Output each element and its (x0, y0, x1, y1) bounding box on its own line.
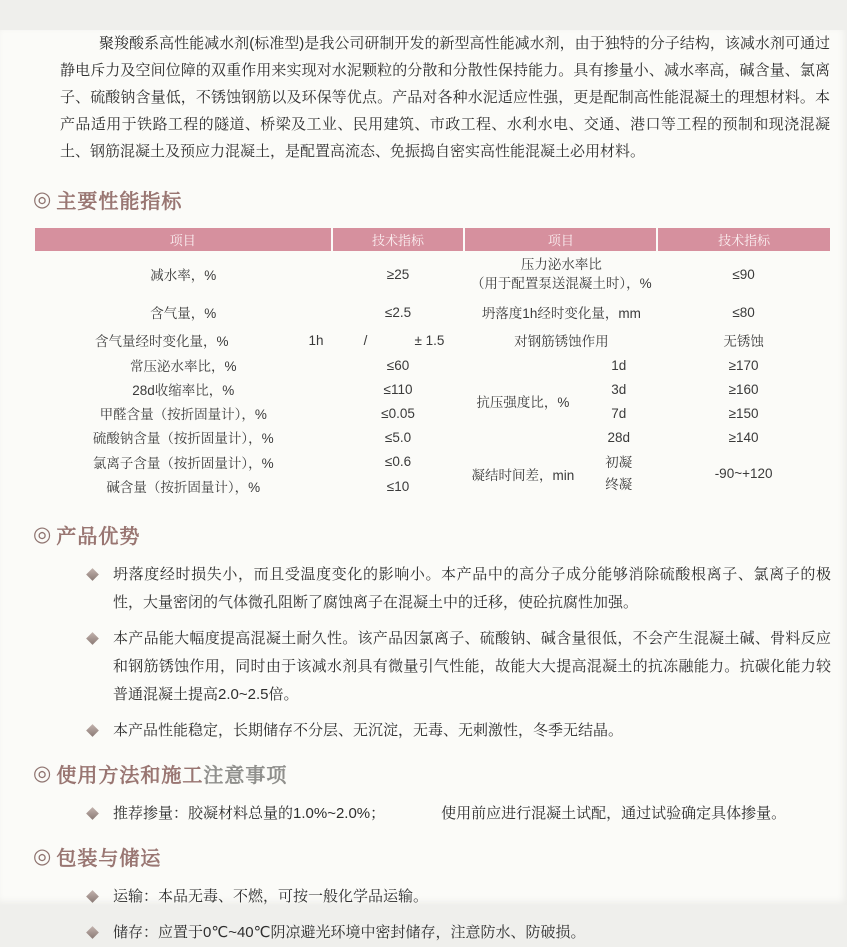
table-row (35, 251, 464, 297)
spec-table-right (465, 228, 830, 498)
section-title-text: 包装与储运 (56, 848, 162, 870)
table-header-row (35, 228, 464, 251)
table-row (35, 327, 464, 353)
spec-label: 抗压强度比，% (476, 395, 570, 410)
list-item (88, 625, 831, 709)
spec-value: ≤10 (386, 478, 410, 494)
table-row (35, 474, 464, 498)
spec-label: 常压泌水率比，% (130, 359, 237, 374)
list-item (88, 800, 831, 828)
header-item: 项目 (35, 228, 332, 251)
spec-value: ≤80 (732, 304, 755, 320)
section-title-usage (33, 759, 847, 788)
bullet-text: 坍落度经时损失小，而且受温度变化的影响小。本产品中的高分子成分能够消除硫酸根离子、氯离子的极性，大量密闭的气体微孔阻断了腐蚀离子在混凝土中的迁移，使砼抗腐性加强。 (113, 566, 831, 611)
section-marker-icon: ◎ (33, 523, 53, 546)
spec-value: ≥150 (728, 405, 759, 421)
table-header-row (465, 228, 830, 251)
diamond-bullet-icon (86, 807, 99, 820)
spec-value: ≤2.5 (384, 304, 412, 320)
spec-label: 碱含量（按折固量计），% (106, 480, 261, 495)
performance-spec-table (35, 228, 830, 498)
spec-value: 无锈蚀 (723, 334, 764, 349)
spec-value-text: ± 1.5 (414, 332, 445, 348)
diamond-bullet-icon (86, 926, 99, 939)
list-item (88, 919, 831, 947)
spec-label-text: 含气量经时变化量，% (95, 334, 229, 349)
spec-label: 含气量，% (150, 306, 217, 321)
spec-label: 甲醛含量（按折固量计），% (99, 407, 267, 422)
spec-age: 28d (607, 429, 631, 445)
table-row (465, 297, 830, 327)
diamond-bullet-icon (86, 568, 99, 581)
spec-value: ≤5.0 (384, 429, 412, 445)
bullet-text: 本产品能大幅度提高混凝土耐久性。该产品因氯离子、硫酸钠、碱含量很低，不会产生混凝土碱、骨料反应和钢筋锈蚀作用，同时由于该减水剂具有微量引气性能，故能大大提高混凝土的抗冻融能力。抗碳化能力较普通混凝土提高2.0~2.5倍。 (113, 630, 831, 703)
bullet-text: 本产品性能稳定，长期储存不分层、无沉淀，无毒、无刺激性，冬季无结晶。 (113, 722, 624, 739)
spec-sublabels (580, 449, 657, 498)
table-row (35, 449, 464, 474)
intro-paragraph: 聚羧酸系高性能减水剂(标准型)是我公司研制开发的新型高性能减水剂，由于独特的分子结构，该减水剂可通过静电斥力及空间位障的双重作用来实现对水泥颗粒的分散和分散性保持能力。具有掺量小、减水率高，碱含量、氯离子、硫酸钠含量低，不锈蚀钢筋以及环保等优点。产品对各种水泥适应性强，更是配制高性能混凝土的理想材料。本产品适用于铁路工程的隧道、桥梁及工业、民用建筑、市政工程、水利水电、交通、港口等工程的预制和现浇混凝土、钢筋混凝土及预应力混凝土，是配置高流态、免振捣自密实高性能混凝土必用材料。 (60, 35, 830, 160)
spec-label: 28d收缩率比，% (132, 383, 235, 398)
table-row (465, 449, 830, 498)
table-row (465, 353, 830, 377)
header-index: 技术指标 (657, 228, 830, 251)
spec-label: 坍落度1h经时变化量，mm (481, 306, 641, 321)
spec-label: 对钢筋锈蚀作用 (514, 334, 609, 349)
spec-value: ≤90 (732, 266, 755, 282)
bullet-text: 运输：本品无毒、不燃，可按一般化学品运输。 (113, 888, 429, 905)
spec-label (35, 327, 332, 353)
spec-final-set: 终凝 (605, 476, 633, 492)
diamond-bullet-icon (86, 724, 99, 737)
diamond-bullet-icon (86, 890, 99, 903)
header-item: 项目 (465, 228, 657, 251)
spec-value: ≤0.05 (381, 405, 415, 421)
bullet-text: 储存：应置于0℃~40℃阴凉避光环境中密封储存，注意防水、防破损。 (113, 924, 586, 941)
spec-label: 硫酸钠含量（按折固量计），% (92, 431, 274, 446)
diamond-bullet-icon (86, 632, 99, 645)
spec-label: 氯离子含量（按折固量计），% (92, 455, 274, 471)
dosage-recommendation: 推荐掺量：胶凝材料总量的1.0%~2.0%； (113, 805, 386, 822)
table-row (35, 353, 464, 377)
spec-slash: / (363, 332, 368, 348)
table-row (465, 327, 830, 353)
table-row (35, 401, 464, 425)
document-page (0, 30, 847, 941)
list-item (88, 561, 831, 617)
spec-label: 减水率，% (150, 268, 217, 283)
spec-value: ≥25 (386, 266, 410, 282)
section-title-packaging (33, 842, 847, 871)
spec-table-left (35, 228, 465, 498)
section-title-performance (33, 185, 847, 214)
spec-age: 7d (611, 405, 627, 421)
spec-age: 1d (611, 357, 627, 373)
table-row (465, 251, 830, 297)
spec-label-line2: （用于配置泵送混凝土时），% (470, 276, 652, 291)
spec-value: ≤60 (386, 357, 410, 373)
spec-value: ≥160 (728, 381, 759, 397)
spec-label: 凝结时间差，min (471, 467, 575, 483)
table-row (35, 297, 464, 327)
list-item (88, 883, 831, 911)
section-title-text: 产品优势 (56, 526, 141, 548)
spec-label (465, 251, 657, 297)
section-title-text-faded: 注意事项 (203, 765, 288, 787)
section-marker-icon: ◎ (33, 845, 53, 868)
spec-time: 1h (308, 332, 324, 348)
section-title-advantages (33, 520, 847, 549)
spec-label-line1: 压力泌水率比 (520, 257, 602, 272)
section-marker-icon: ◎ (33, 188, 53, 211)
section-marker-icon: ◎ (33, 762, 53, 785)
list-item (88, 717, 831, 745)
spec-value: -90~+120 (714, 466, 773, 481)
spec-value: ≤110 (383, 381, 413, 397)
table-row (35, 425, 464, 449)
header-index: 技术指标 (332, 228, 465, 251)
table-row (35, 377, 464, 401)
spec-age: 3d (611, 381, 627, 397)
trial-mix-note: 使用前应进行混凝土试配，通过试验确定具体掺量。 (441, 805, 787, 822)
spec-value: ≤0.6 (384, 454, 412, 469)
spec-value (332, 327, 465, 353)
section-title-text: 使用方法和施工 (56, 765, 204, 787)
spec-initial-set: 初凝 (605, 454, 633, 470)
bullet-text (113, 800, 831, 828)
spec-value: ≥140 (728, 429, 759, 445)
section-title-text: 主要性能指标 (56, 191, 183, 213)
spec-value: ≥170 (728, 357, 759, 373)
